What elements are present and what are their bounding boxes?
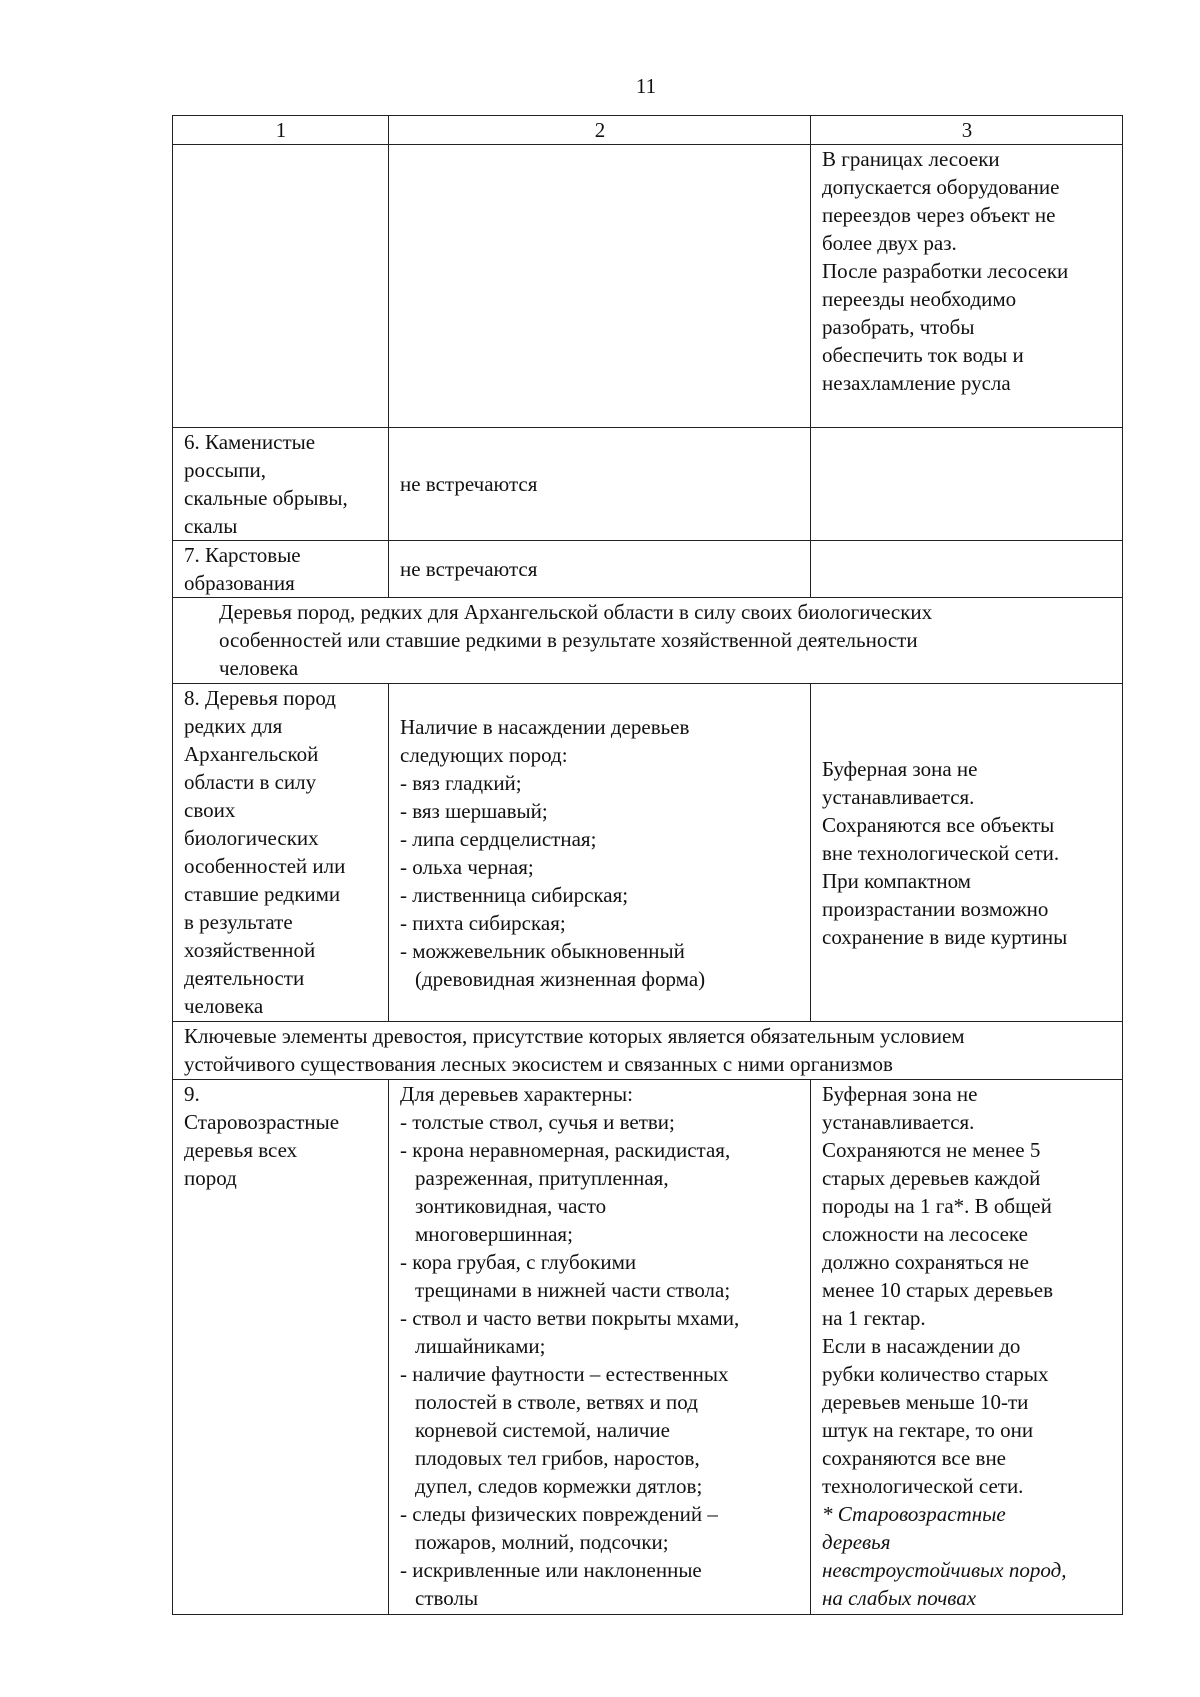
list-item: - вяз шершавый; xyxy=(400,798,548,823)
text-line: деревья всех xyxy=(184,1138,298,1162)
text-line: россыпи, xyxy=(184,458,267,482)
list-item: - вяз гладкий; xyxy=(400,770,522,795)
table-row-continued xyxy=(173,145,1123,428)
header-col-1: 1 xyxy=(173,116,389,145)
criteria-table xyxy=(172,115,1123,1615)
text-line: в результате xyxy=(184,910,293,934)
list-item: дупел, следов кормежки дятлов; xyxy=(415,1474,703,1498)
text-line: устойчивого существования лесных экосистем и связанных с ними организмов xyxy=(184,1052,893,1076)
text-line: редких для xyxy=(184,714,283,738)
text-line: Буферная зона не xyxy=(822,1082,978,1106)
text-line: Буферная зона не xyxy=(822,756,978,781)
text-line: переездов через объект не xyxy=(822,203,1056,227)
list-item: - крона неравномерная, раскидистая, xyxy=(400,1138,731,1162)
text-line: человека xyxy=(219,656,299,680)
text-line: После разработки лесосеки xyxy=(822,259,1069,283)
text-line: 8. Деревья пород xyxy=(184,686,336,710)
text-line: особенностей или xyxy=(184,854,346,878)
list-item: пожаров, молний, подсочки; xyxy=(415,1530,669,1554)
text-line: технологической сети. xyxy=(822,1474,1024,1498)
cell-description xyxy=(389,1080,811,1615)
header-col-3: 3 xyxy=(811,116,1123,145)
list-item: стволы xyxy=(415,1586,479,1610)
list-item: - следы физических повреждений – xyxy=(400,1502,718,1526)
header-row xyxy=(173,116,1123,145)
text-line: 7. Карстовые xyxy=(184,543,301,567)
text-line: разобрать, чтобы xyxy=(822,315,975,339)
text-line: 9. xyxy=(184,1082,200,1106)
text-line: скальные обрывы, xyxy=(184,486,348,510)
section-heading xyxy=(173,598,1123,684)
list-item: - пихта сибирская; xyxy=(400,910,566,935)
cell-requirements xyxy=(811,1080,1123,1615)
list-item: лишайниками; xyxy=(415,1334,546,1358)
table-row-8 xyxy=(173,684,1123,1022)
cell-description xyxy=(389,684,811,1022)
list-item: корневой системой, наличие xyxy=(415,1418,670,1442)
list-item: зонтиковидная, часто xyxy=(415,1194,607,1218)
text-line: Если в насаждении до xyxy=(822,1334,1021,1358)
section-heading xyxy=(173,1022,1123,1080)
text-line: допускается оборудование xyxy=(822,175,1060,199)
text-line: 6. Каменистые xyxy=(184,430,316,454)
text-line: рубки количество старых xyxy=(822,1362,1049,1386)
table-row-7 xyxy=(173,541,1123,598)
text-line: Сохраняются все объекты xyxy=(822,812,1055,837)
text-line: произрастании возможно xyxy=(822,896,1049,921)
footnote-line: деревья xyxy=(822,1530,891,1554)
list-item: - липа сердцелистная; xyxy=(400,826,597,851)
cell-requirements xyxy=(811,684,1123,1022)
list-item: - ствол и часто ветви покрыты мхами, xyxy=(400,1306,740,1330)
text-line: штук на гектаре, то они xyxy=(822,1418,1034,1442)
cell-description: не встречаются xyxy=(389,428,811,541)
text-line: деятельности xyxy=(184,966,305,990)
cell-object-name xyxy=(173,541,389,598)
text-line: скалы xyxy=(184,514,238,538)
cell-object-name xyxy=(173,1080,389,1615)
section-heading-row xyxy=(173,598,1123,684)
text-line: При компактном xyxy=(822,868,971,893)
text-line: биологических xyxy=(184,826,319,850)
list-item: полостей в стволе, ветвях и под xyxy=(415,1390,698,1414)
cell-object-name xyxy=(173,428,389,541)
list-item: - лиственница сибирская; xyxy=(400,882,629,907)
text-line: Старовозрастные xyxy=(184,1110,340,1134)
text-line: старых деревьев каждой xyxy=(822,1166,1041,1190)
cell-empty xyxy=(811,428,1123,541)
text-line: устанавливается. xyxy=(822,784,975,809)
table-row-9 xyxy=(173,1080,1123,1615)
text-line: должно сохраняться не xyxy=(822,1250,1029,1274)
cell-description: не встречаются xyxy=(389,541,811,598)
footnote-line: * Старовозрастные xyxy=(822,1502,1006,1526)
footnote-line: на слабых почвах xyxy=(822,1586,977,1610)
species-note: (древовидная жизненная форма) xyxy=(415,966,706,991)
text-line: устанавливается. xyxy=(822,1110,975,1134)
text-line: хозяйственной xyxy=(184,938,316,962)
list-item: разреженная, притупленная, xyxy=(415,1166,669,1190)
text-line: своих xyxy=(184,798,236,822)
text-line: Деревья пород, редких для Архангельской области в силу своих биологических xyxy=(219,600,933,624)
list-item: плодовых тел грибов, наростов, xyxy=(415,1446,700,1470)
text-line: незахламление русла xyxy=(822,371,1011,395)
cell-requirements xyxy=(811,145,1123,428)
text-line: В границах лесоеки xyxy=(822,147,1000,171)
section-heading-row xyxy=(173,1022,1123,1080)
list-item: трещинами в нижней части ствола; xyxy=(415,1278,731,1302)
cell-object-name xyxy=(173,684,389,1022)
text-line: породы на 1 га*. В общей xyxy=(822,1194,1052,1218)
text-line: вне технологической сети. xyxy=(822,840,1060,865)
text-line: обеспечить ток воды и xyxy=(822,343,1024,367)
text-line: деревьев меньше 10-ти xyxy=(822,1390,1029,1414)
list-item: Для деревьев характерны: xyxy=(400,1082,633,1106)
text-line: переезды необходимо xyxy=(822,287,1017,311)
text-line: Архангельской xyxy=(184,742,319,766)
text-line: более двух раз. xyxy=(822,231,957,255)
text-line: пород xyxy=(184,1166,237,1190)
table-row-6 xyxy=(173,428,1123,541)
page-number: 11 xyxy=(635,74,657,98)
header-col-2: 2 xyxy=(389,116,811,145)
text-line: следующих пород: xyxy=(400,742,568,767)
list-item: - кора грубая, с глубокими xyxy=(400,1250,637,1274)
text-line: ставшие редкими xyxy=(184,882,341,906)
text-line: сохранение в виде куртины xyxy=(822,924,1068,949)
cell-empty xyxy=(389,145,811,428)
text-line: Наличие в насаждении деревьев xyxy=(400,714,690,739)
list-item: - искривленные или наклоненные xyxy=(400,1558,702,1582)
text-line: образования xyxy=(184,571,295,595)
list-item: - ольха черная; xyxy=(400,854,534,879)
list-item: - толстые ствол, сучья и ветви; xyxy=(400,1110,675,1134)
cell-empty xyxy=(811,541,1123,598)
list-item: многовершинная; xyxy=(415,1222,573,1246)
cell-empty xyxy=(173,145,389,428)
text-line: Сохраняются не менее 5 xyxy=(822,1138,1041,1162)
text-line: человека xyxy=(184,994,264,1018)
footnote-line: невстроустойчивых пород, xyxy=(822,1558,1067,1582)
text-line: на 1 гектар. xyxy=(822,1306,926,1330)
text-line: сохраняются все вне xyxy=(822,1446,1007,1470)
list-item: - наличие фаутности – естественных xyxy=(400,1362,729,1386)
list-item: - можжевельник обыкновенный xyxy=(400,938,685,963)
text-line: сложности на лесосеке xyxy=(822,1222,1028,1246)
text-line: особенностей или ставшие редкими в результате хозяйственной деятельности xyxy=(219,628,918,652)
text-line: Ключевые элементы древостоя, присутствие которых является обязательным условием xyxy=(184,1024,965,1048)
text-line: области в силу xyxy=(184,770,317,794)
text-line: менее 10 старых деревьев xyxy=(822,1278,1053,1302)
